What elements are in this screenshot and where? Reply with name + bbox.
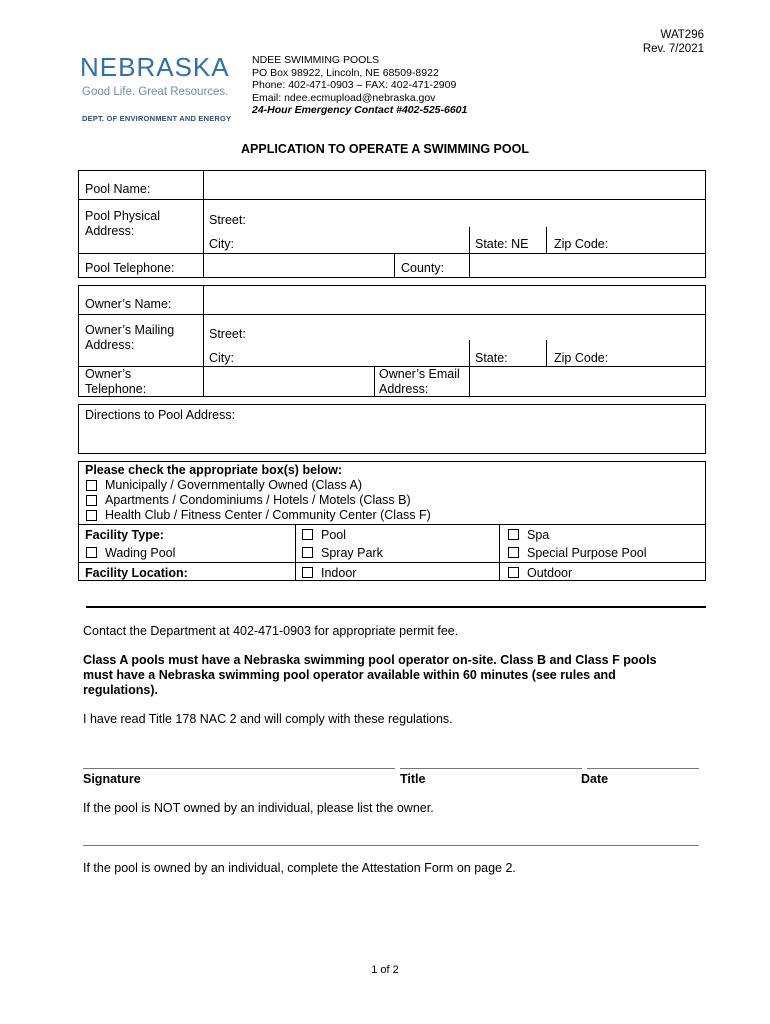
date-line[interactable] <box>587 768 699 769</box>
owner-street-field[interactable] <box>259 316 699 338</box>
owner-name-field[interactable] <box>204 286 705 314</box>
owner-city-field[interactable] <box>239 341 467 365</box>
pool-checkbox[interactable] <box>302 529 313 540</box>
special-purpose-pool-checkbox[interactable] <box>508 547 519 558</box>
spray-park-label: Spray Park <box>321 546 383 560</box>
form-number: WAT296 <box>660 29 704 41</box>
section-divider <box>86 606 706 608</box>
address-line: NDEE SWIMMING POOLS <box>252 54 380 66</box>
facility-table <box>78 461 706 581</box>
owner-email-label: Owner’s Email Address: <box>379 367 460 396</box>
pool-type-label: Pool <box>321 528 347 542</box>
signature-line[interactable] <box>83 768 395 769</box>
owner-state-label: State: <box>475 351 508 365</box>
not-owned-text: If the pool is NOT owned by an individual, please list the owner. <box>83 801 434 815</box>
owner-city-label: City: <box>209 351 234 365</box>
title-label: Title <box>400 772 426 786</box>
class-a-checkbox[interactable] <box>86 480 97 491</box>
pool-city-field[interactable] <box>239 228 467 252</box>
agency-address <box>252 54 467 117</box>
owner-zip-label: Zip Code: <box>554 351 609 365</box>
owner-name-line[interactable] <box>83 845 699 846</box>
indoor-checkbox[interactable] <box>302 567 313 578</box>
class-heading: Please check the appropriate box(s) below: <box>85 463 343 477</box>
pool-street-field[interactable] <box>259 201 699 225</box>
owner-info-table <box>78 285 706 397</box>
class-a-label: Municipally / Governmentally Owned (Class A) <box>105 478 363 492</box>
pool-zip-label: Zip Code: <box>554 237 609 251</box>
form-revision: Rev. 7/2021 <box>642 43 704 55</box>
title-line[interactable] <box>400 768 582 769</box>
logo-department: DEPT. OF ENVIRONMENT AND ENERGY <box>82 114 232 123</box>
special-purpose-pool-label: Special Purpose Pool <box>527 546 647 560</box>
facility-location-label: Facility Location: <box>85 566 188 580</box>
directions-box[interactable] <box>78 404 706 454</box>
form-title: APPLICATION TO OPERATE A SWIMMING POOL <box>241 142 529 156</box>
emergency-contact: 24-Hour Emergency Contact #402-525-6601 <box>252 104 468 116</box>
outdoor-label: Outdoor <box>527 566 573 580</box>
owner-street-label: Street: <box>209 327 246 341</box>
date-label: Date <box>581 772 609 786</box>
form-code <box>643 28 704 56</box>
address-line: Phone: 402-471-0903 – FAX: 402-471-2909 <box>252 79 457 91</box>
facility-type-label: Facility Type: <box>85 528 164 542</box>
nebraska-logo <box>80 52 236 124</box>
spray-park-checkbox[interactable] <box>302 547 313 558</box>
pool-county-field[interactable] <box>471 254 704 276</box>
owner-name-label: Owner’s Name: <box>85 297 172 311</box>
wading-pool-label: Wading Pool <box>105 546 176 560</box>
pool-telephone-label: Pool Telephone: <box>85 261 175 275</box>
owner-email-field[interactable] <box>471 367 704 395</box>
attestation-text: If the pool is owned by an individual, complete the Attestation Form on page 2. <box>83 861 516 875</box>
pool-state-label: State: NE <box>475 237 529 251</box>
pool-county-label: County: <box>401 261 445 275</box>
outdoor-checkbox[interactable] <box>508 567 519 578</box>
pool-name-field[interactable] <box>204 171 705 199</box>
class-b-checkbox[interactable] <box>86 495 97 506</box>
logo-state: NEBRASKA <box>80 52 230 82</box>
class-f-label: Health Club / Fitness Center / Community Center (Class F) <box>105 508 431 522</box>
pool-physical-address-label: Pool Physical Address: <box>85 209 161 238</box>
pool-telephone-field[interactable] <box>204 254 393 276</box>
spa-checkbox[interactable] <box>508 529 519 540</box>
owner-zip-field[interactable] <box>614 341 702 365</box>
indoor-label: Indoor <box>321 566 357 580</box>
owner-mailing-address-label: Owner’s Mailing Address: <box>85 323 175 352</box>
pool-info-table <box>78 170 706 278</box>
pool-city-label: City: <box>209 237 234 251</box>
logo-tagline: Good Life. Great Resources. <box>82 86 229 98</box>
class-b-label: Apartments / Condominiums / Hotels / Motels (Class B) <box>105 493 411 507</box>
owner-telephone-label: Owner’s Telephone: <box>85 367 147 396</box>
address-line: Email: ndee.ecmupload@nebraska.gov <box>252 91 436 104</box>
pool-name-label: Pool Name: <box>85 182 151 196</box>
class-f-checkbox[interactable] <box>86 510 97 521</box>
owner-telephone-field[interactable] <box>204 367 373 395</box>
address-line: PO Box 98922, Lincoln, NE 68509-8922 <box>252 66 439 79</box>
owner-state-field[interactable] <box>511 341 544 365</box>
pool-street-label: Street: <box>209 213 246 227</box>
read-statement: I have read Title 178 NAC 2 and will comply with these regulations. <box>83 712 453 726</box>
contact-text: Contact the Department at 402-471-0903 for appropriate permit fee. <box>83 624 459 638</box>
pool-zip-field[interactable] <box>614 228 702 252</box>
signature-label: Signature <box>83 772 141 786</box>
wading-pool-checkbox[interactable] <box>86 547 97 558</box>
class-requirement-text: Class A pools must have a Nebraska swimming pool operator on-site. Class B and Class F pools must have a Nebraska swimming pool operator available within 60 minutes (see rules and regulations). <box>83 653 657 697</box>
directions-label: Directions to Pool Address: <box>85 408 236 422</box>
spa-label: Spa <box>527 528 550 542</box>
page-number: 1 of 2 <box>371 964 399 976</box>
